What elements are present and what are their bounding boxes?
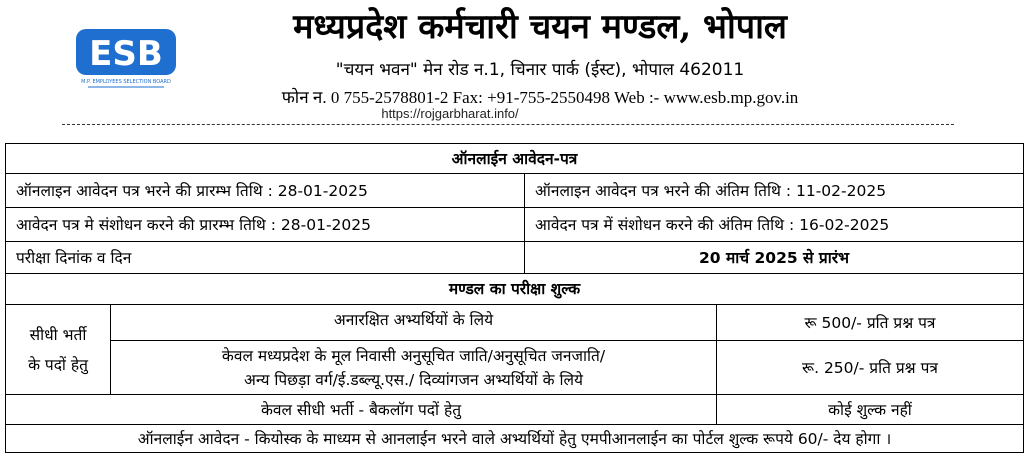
table-row [6, 341, 1024, 395]
logo-text: ESB [89, 34, 163, 74]
reserved-line-2: अन्य पिछड़ा वर्ग/ई.डब्ल्यू.एस./ दिव्यांगजन अभ्यर्थियों के लिये [244, 370, 583, 389]
reserved-line-1: केवल मध्यप्रदेश के मूल निवासी अनुसूचित जाति/अनुसूचित जनजाति/ [221, 346, 606, 365]
edit-start-date: आवेदन पत्र मे संशोधन करने की प्रारम्भ तिथि : 28-01-2025 [6, 208, 525, 242]
org-contact: फोन न. 0 755-2578801-2 Fax: +91-755-2550498 Web :- www.esb.mp.gov.in [281, 88, 799, 107]
source-watermark: https://rojgarbharat.info/ [381, 106, 519, 121]
dashed-divider [62, 124, 954, 125]
letterhead [0, 0, 1027, 140]
direct-recruitment-label [6, 305, 111, 395]
table-row [6, 425, 1024, 453]
reserved-fee: रू. 250/- प्रति प्रश्न पत्र [717, 341, 1024, 395]
org-address: "चयन भवन" मेन रोड न.1, चिनार पार्क (ईस्ट), भोपाल 462011 [335, 60, 745, 80]
backlog-fee: कोई शुल्क नहीं [717, 395, 1024, 425]
org-title: मध्यप्रदेश कर्मचारी चयन मण्डल, भोपाल [293, 7, 787, 47]
unreserved-candidates: अनारक्षित अभ्यर्थियों के लिये [111, 305, 717, 341]
table-row [6, 274, 1024, 305]
exam-date-value: 20 मार्च 2025 से प्रारंभ [525, 242, 1024, 274]
table-row [6, 242, 1024, 274]
portal-fee-note: ऑनलाईन आवेदन - कियोस्क के माध्यम से आनलाईन भरने वाले अभ्यर्थियों हेतु एमपीआनलाईन का पोर्टल शुल्क रूपये 60/- देय होगा । [6, 425, 1024, 453]
application-end-date: ऑनलाइन आवेदन पत्र भरने की अंतिम तिथि : 11-02-2025 [525, 174, 1024, 208]
table-row [6, 208, 1024, 242]
notice-table [5, 143, 1024, 453]
section-title-online-form: ऑनलाईन आवेदन-पत्र [6, 144, 1024, 174]
esb-logo [74, 27, 178, 91]
section-title-exam-fee: मण्डल का परीक्षा शुल्क [6, 274, 1024, 305]
logo-subtext: M.P. EMPLOYEES SELECTION BOARD [81, 79, 171, 85]
application-start-date: ऑनलाइन आवेदन पत्र भरने की प्रारम्भ तिथि : 28-01-2025 [6, 174, 525, 208]
edit-end-date: आवेदन पत्र में संशोधन करने की अंतिम तिथि : 16-02-2025 [525, 208, 1024, 242]
backlog-posts: केवल सीधी भर्ती - बैकलॉग पदों हेतु [6, 395, 717, 425]
direct-recruitment-line-1: सीधी भर्ती [29, 325, 87, 344]
table-row [6, 174, 1024, 208]
table-row [6, 305, 1024, 341]
table-row [6, 144, 1024, 174]
exam-date-label: परीक्षा दिनांक व दिन [6, 242, 525, 274]
unreserved-fee: रू 500/- प्रति प्रश्न पत्र [717, 305, 1024, 341]
direct-recruitment-line-2: के पदों हेतु [28, 355, 88, 374]
table-row [6, 395, 1024, 425]
reserved-candidates [111, 341, 717, 395]
